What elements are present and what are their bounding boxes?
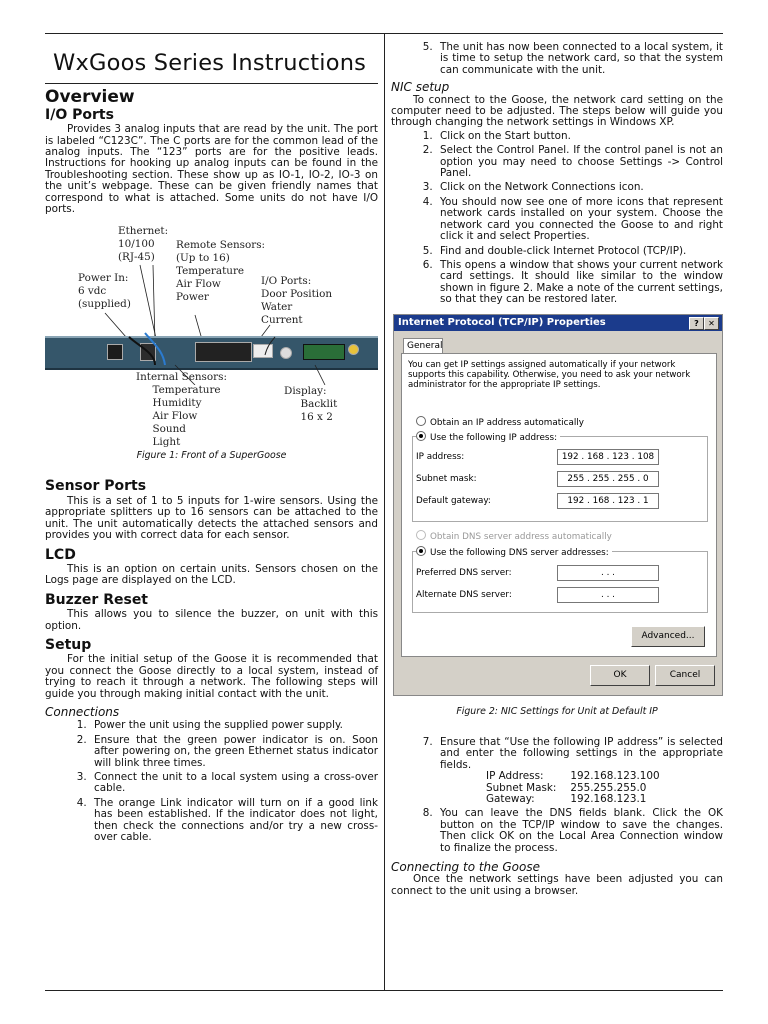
- list-item: [436, 737, 723, 805]
- list-item: 2. Select the Control Panel. If the control panel is not an option you may need to choose Settings -> Control Panel.: [436, 145, 723, 179]
- use-dns-radio[interactable]: [416, 546, 612, 559]
- figure-1: [45, 225, 378, 465]
- figure-1-caption: Figure 1: Front of a SuperGoose: [136, 450, 287, 462]
- right-column: [391, 42, 723, 897]
- table-row: [486, 771, 674, 782]
- remote-sensors-label: Remote Sensors: (Up to 16) Temperature Air Flow Power: [176, 239, 266, 304]
- obtain-ip-radio[interactable]: [416, 416, 584, 429]
- obtain-dns-radio[interactable]: [416, 530, 612, 543]
- cancel-button[interactable]: Cancel: [655, 665, 715, 686]
- connecting-heading: Connecting to the Goose: [391, 860, 540, 874]
- list-item: 8. You can leave the DNS fields blank. Click the OK button on the TCP/IP window to save the changes. Then click OK on the Local Area Connection window to finalize the process.: [436, 808, 723, 854]
- subnet-mask-value: 255.255.255.0: [570, 781, 647, 794]
- use-dns-label: Use the following DNS server addresses:: [430, 547, 609, 558]
- lcd-text: This is an option on certain units. Sensors chosen on the Logs page are displayed on the LCD.: [45, 562, 378, 587]
- sensor-ports-heading: Sensor Ports: [45, 478, 147, 495]
- ip-address-value: 192.168.123.100: [570, 770, 660, 783]
- display-label: Display: Backlit 16 x 2: [284, 385, 338, 424]
- sensor-ports-text: This is a set of 1 to 5 inputs for 1-wire sensors. Using the appropriate splitters up to 16 sensors can be attached to the unit. The unit automatically detects the attached sensors and provides you with correct data for each sensor.: [45, 494, 378, 542]
- page-title: WxGoos Series Instructions: [45, 38, 378, 84]
- list-item: 5. Find and double-click Internet Protocol (TCP/IP).: [436, 246, 723, 257]
- list-item: 3. Click on the Network Connections icon.: [436, 182, 723, 193]
- gateway-key: Gateway:: [486, 792, 535, 805]
- preferred-dns-field[interactable]: . . .: [557, 565, 659, 581]
- alternate-dns-field[interactable]: . . .: [557, 587, 659, 603]
- ok-button[interactable]: OK: [590, 665, 650, 686]
- figure-2-caption: Figure 2: NIC Settings for Unit at Default IP: [456, 705, 658, 717]
- preferred-dns-label: Preferred DNS server:: [416, 567, 512, 578]
- obtain-ip-label: Obtain an IP address automatically: [430, 417, 584, 428]
- list-item: 1. Power the unit using the supplied power supply.: [90, 720, 378, 731]
- subnet-mask-field[interactable]: 255 . 255 . 255 . 0: [557, 471, 659, 487]
- connections-list: [45, 720, 378, 843]
- radio-on-icon: [416, 431, 426, 441]
- subnet-mask-label: Subnet mask:: [416, 473, 477, 484]
- radio-on-icon: [416, 546, 426, 556]
- ip-address-field[interactable]: 192 . 168 . 123 . 108: [557, 449, 659, 465]
- close-button[interactable]: ✕: [704, 317, 719, 330]
- use-ip-label: Use the following IP address:: [430, 432, 558, 443]
- internal-sensors-label: Internal Sensors: Temperature Humidity Air Flow Sound Light: [136, 371, 227, 449]
- table-row: [486, 794, 674, 805]
- ip-address-key: IP Address:: [486, 770, 544, 783]
- dialog-title: Internet Protocol (TCP/IP) Properties: [398, 316, 606, 328]
- lcd-heading: LCD: [45, 546, 76, 563]
- ip-address-label: IP address:: [416, 451, 465, 462]
- connections-heading: Connections: [45, 704, 120, 719]
- buzzer-reset-text: This allows you to silence the buzzer, on unit with this option.: [45, 608, 378, 632]
- list-item: 5. The unit has now been connected to a local system, it is time to setup the network card, so that the system can communicate with the unit.: [436, 42, 723, 76]
- ethernet-label: Ethernet: 10/100 (RJ-45): [118, 225, 169, 264]
- use-ip-radio[interactable]: [416, 431, 560, 444]
- list-item: 2. Ensure that the green power indicator is on. Soon after powering on, the green Ethernet status indicator will blink three times.: [90, 735, 378, 769]
- dialog-description: You can get IP settings assigned automatically if your network supports this capability. Otherwise, you need to ask your network administrator for the appropriate IP settings.: [408, 359, 691, 391]
- list-item: 6. This opens a window that shows your current network card settings. It should like similar to the window shown in figure 2. Make a note of the current settings, so that they can be restored later.: [436, 260, 723, 306]
- tab-general[interactable]: General: [403, 338, 443, 354]
- connections-list-continued: [391, 42, 723, 76]
- nic-setup-heading: NIC setup: [391, 80, 450, 95]
- buzzer-reset-heading: Buzzer Reset: [45, 591, 149, 608]
- subnet-mask-key: Subnet Mask:: [486, 781, 557, 794]
- list-item: 1. Click on the Start button.: [436, 131, 723, 142]
- nic-setup-intro: To connect to the Goose, the network card setting on the computer need to be adjusted. The steps below will guide you through changing the network settings in Windows XP.: [391, 93, 723, 129]
- radio-off-icon: [416, 416, 426, 426]
- overview-heading: Overview: [45, 87, 135, 108]
- power-in-label: Power In: 6 vdc (supplied): [78, 272, 131, 311]
- setup-heading: Setup: [45, 636, 92, 653]
- list-item: 4. The orange Link indicator will turn on if a good link has been established. If the indicator does not light, then check the connections and/or try a new cross-over cable.: [90, 798, 378, 844]
- radio-disabled-icon: [416, 530, 426, 540]
- left-column: [45, 38, 378, 846]
- obtain-dns-label: Obtain DNS server address automatically: [430, 531, 612, 542]
- nic-steps-list: [391, 131, 723, 306]
- ip-settings-table: [486, 771, 674, 805]
- advanced-button[interactable]: Advanced...: [631, 626, 705, 647]
- setup-text: For the initial setup of the Goose it is recommended that you connect the Goose directly to a local system, instead of trying to reach it through a network. The following steps will guide you through making initial contact with the unit.: [45, 653, 378, 700]
- nic-steps-list-continued: [391, 737, 723, 854]
- step-7-text: Ensure that “Use the following IP address” is selected and enter the following settings in the appropriate fields.: [440, 735, 723, 771]
- dns-group: [412, 551, 708, 613]
- dialog-title-bar: [394, 315, 722, 331]
- io-ports-text: Provides 3 analog inputs that are read by the unit. The port is labeled “C123C”. The C ports are for the common lead of the analog inputs. The “123” ports are for the positive leads. Instructions for hooking up analog inputs can be found in the Troubleshooting section. These show up as IO-1, IO-2, IO-3 on the unit’s webpage. These can be given friendly names that correspond to what is attached. Some units do not have I/O ports.: [45, 123, 378, 216]
- list-item: 3. Connect the unit to a local system using a cross-over cable.: [90, 772, 378, 795]
- io-ports-heading: I/O Ports: [45, 106, 114, 123]
- help-button[interactable]: ?: [689, 317, 704, 330]
- default-gateway-label: Default gateway:: [416, 495, 491, 506]
- gateway-value: 192.168.123.1: [570, 792, 647, 805]
- io-ports-label: I/O Ports: Door Position Water Current: [261, 275, 333, 327]
- connecting-text: Once the network settings have been adjusted you can connect to the unit using a browser.: [391, 873, 723, 897]
- alternate-dns-label: Alternate DNS server:: [416, 589, 512, 600]
- general-tab-pane: [401, 353, 717, 657]
- list-item: 4. You should now see one of more icons that represent network cards installed on your system. Choose the network card you connected the Goose to and right click it and select Properties.: [436, 197, 723, 243]
- column-divider: [384, 33, 385, 991]
- default-gateway-field[interactable]: 192 . 168 . 123 . 1: [557, 493, 659, 509]
- tcpip-properties-dialog: [393, 314, 723, 696]
